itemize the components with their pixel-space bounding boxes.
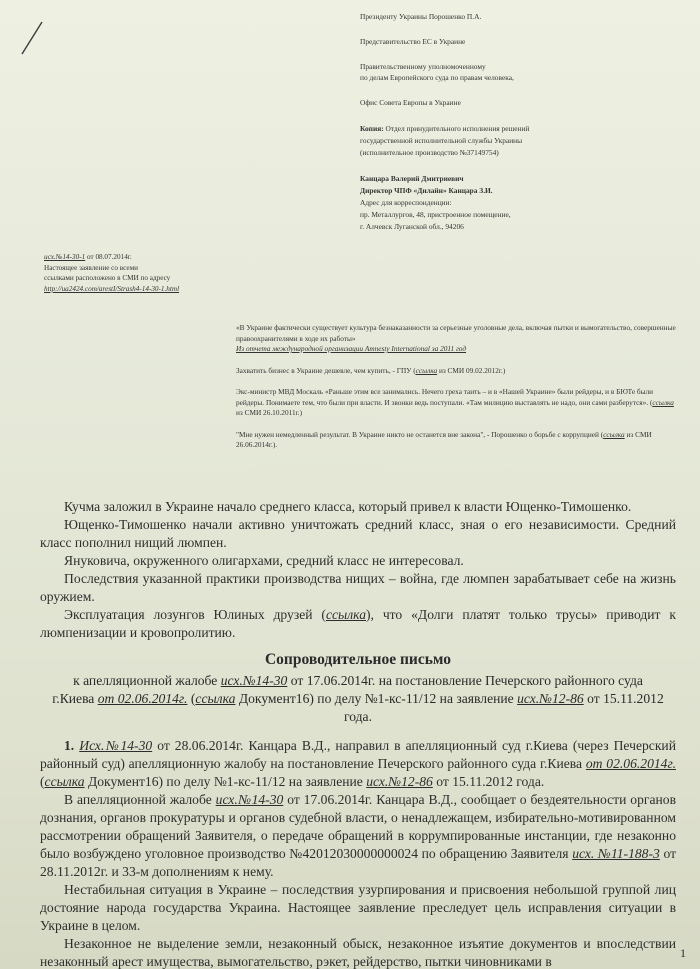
outgoing-ref-link[interactable]: исх.№14-30-1 (44, 253, 86, 261)
pen-mark (18, 18, 48, 58)
recipient-eu: Представительство ЕС в Украине (360, 37, 466, 46)
quote-text: "Мне нужен немедленный результат. В Украине никто не останется вне закона", - Порошенко о борьбе с коррупцией ( (236, 429, 604, 439)
subtitle-ref-link[interactable]: исх.№14-30 (220, 673, 288, 688)
quote-link[interactable]: ссылка (415, 365, 438, 375)
p5-text-b: ), что «Долги платят только трусы» приводит к люмпенизации и кровопролитию. (40, 607, 677, 640)
item-2-ref-link[interactable]: исх.№14-30 (215, 792, 284, 807)
subtitle-ref2-link[interactable]: исх.№12-86 (517, 691, 584, 706)
intro-body (40, 498, 676, 642)
body-paragraph-2: Ющенко-Тимошенко начали активно уничтожать средний класс, зная о его независимости. Средний класс пополнил нищий люмпен. (40, 517, 676, 550)
sender-address-label: Адрес для корреспонденции: (360, 198, 452, 207)
quote-tail: из СМИ 26.10.2011г.) (236, 408, 303, 417)
subtitle-d: Документ16) по делу №1-кс-11/12 на заявление (235, 691, 518, 706)
quote-text: Захватить бизнес в Украине дешевле, чем купить, - ГПУ ( (236, 365, 416, 375)
paragraph-unstable: Нестабильная ситуация в Украине – последствия узурпирования и присвоения небольшой группой лиц достояние народа государства Украина. Настоящее заявление преследует цель исправления ситуации в Украине в целом. (40, 882, 676, 933)
copy-line-3: (исполнительное производство №37149754) (360, 148, 499, 157)
body-paragraph-1: Кучма заложил в Украине начало среднего класса, который привел к власти Ющенко-Тимошенко. (64, 499, 632, 514)
item-1-text-d: Документ16) по делу №1-кс-11/12 на заявление (84, 774, 367, 789)
copy-line-2: государственной исполнительной службы Украины (360, 136, 523, 145)
item-2-text-b: от 17.06.2014г. Канцара В.Д., сообщает о бездеятельности органов дознания, органов прокуратуры и органов судебной власти, о ненадлежащем, избирательно-мотивированном рассмотрении обращений Заявителя, о передаче обращений в коррумпированные инстанции, где незаконно было возбуждено уголовное производство №42012030000000024 по обращению Заявителя (40, 792, 676, 861)
subtitle-c: ( (187, 691, 196, 706)
page-number: 1 (680, 946, 686, 960)
body-paragraph-3: Януковича, окруженного олигархами, средний класс не интересовал. (64, 553, 464, 568)
quote-link[interactable]: ссылка (652, 397, 674, 407)
subtitle-date-link[interactable]: от 02.06.2014г. (97, 691, 188, 706)
sender-name: Канцара Валерий Дмитриевич (360, 174, 464, 183)
recipient-commissioner-1: Правительственному уполномоченному (360, 62, 486, 71)
outgoing-line-3: ссылками расположено в СМИ по адресу (44, 274, 171, 282)
subtitle-link[interactable]: ссылка (195, 691, 236, 706)
p5-text-a: Эксплуатация лозунгов Юлиных друзей ( (64, 607, 326, 622)
quotes-block (236, 323, 676, 462)
item-2 (40, 791, 676, 881)
outgoing-date: от 08.07.2014г. (85, 253, 132, 261)
letter-subtitle (52, 672, 664, 726)
quote-link[interactable]: ссылка (603, 429, 625, 439)
sender-address-2: г. Алчевск Луганской обл., 94206 (360, 222, 464, 231)
quote-text: «В Украине фактически существует культура безнаказанности за серьезные уголовные дела, включая пытки и вымогательство, совершенные правоохранителями в ходе их работы» (236, 323, 676, 343)
recipient-president: Президенту Украины Порошенко П.А. (360, 12, 482, 21)
item-1-ref-link[interactable]: Исх.№14-30 (79, 738, 153, 753)
quote-gpu (236, 366, 676, 377)
item-1-text-b: от 28.06.2014г. Канцара В.Д., направил в апелляционный суд г.Киева (через Печерский районный суд) апелляционную жалобу на постановление Печерского районного суда г.Киева (40, 738, 676, 771)
item-2-ref2-link[interactable]: исх. №11-188-3 (572, 846, 660, 861)
outgoing-ref-block (44, 252, 179, 294)
quote-moskal (236, 387, 676, 419)
letter-body (40, 737, 676, 969)
copy-line-1 (360, 124, 529, 134)
item-2-text-a: В апелляционной жалобе (64, 792, 216, 807)
item-1-number: 1. (64, 738, 75, 753)
recipient-commissioner-2: по делам Европейского суда по правам человека, (360, 73, 514, 82)
quote-text: Экс-министр МВД Москаль «Раньше этим все занимались. Нечего греха таить – и в «Нашей Украине» были рейдеры, и в БЮТе были рейдеры. Понимаете тем, что были при власти. И звонки ведь поступали. «Там милицию выставлять не надо, они сами разберутся». ( (236, 387, 654, 407)
sender-director: Директор ЧПФ «Дилайн» Канцара З.И. (360, 186, 493, 195)
p5-link[interactable]: ссылка (325, 607, 366, 622)
outgoing-line-2: Настоящее заявление со всеми (44, 263, 138, 272)
item-1-link[interactable]: ссылка (44, 774, 85, 789)
item-1-date-link[interactable]: от 02.06.2014г. (585, 756, 676, 771)
subtitle-e: от 15.11.2012 года. (344, 691, 664, 724)
copy-label: Копия: (360, 124, 384, 133)
letter-title: Сопроводительное письмо (264, 651, 452, 668)
item-1-text-e: от 15.11.2012 года. (432, 774, 545, 789)
copy-text-1: Отдел принудительного исполнения решений (383, 124, 530, 133)
quote-tail: из СМИ 09.02.2012г.) (437, 365, 506, 375)
body-paragraph-5 (40, 606, 676, 642)
sender-address-1: пр. Металлургов, 48, пристроенное помещение, (360, 210, 511, 219)
quote-source-link[interactable]: Из отчета международной организации Amnesty International за 2011 год (236, 344, 467, 353)
subtitle-b: от 17.06.2014г. на постановление Печерского районного суда г.Киева (52, 673, 643, 706)
item-1 (40, 737, 676, 791)
outgoing-url-link[interactable]: http://ua2424.com/arestI/Strash4-14-30-1.html (44, 284, 180, 293)
quote-tail: из СМИ 26.06.2014г.). (236, 429, 652, 449)
subtitle-a: к апелляционной жалобе (73, 673, 221, 688)
paragraph-last: Незаконное не выделение земли, незаконный обыск, незаконное изъятие документов и впоследствии незаконный арест имущества, вымогательство, рэкет, рейдерство, пытки чиновниками в (40, 936, 676, 969)
item-2-text-c: от 28.11.2012г. и 33-м дополнениям к нему. (40, 846, 677, 879)
quote-poroshenko (236, 430, 676, 451)
body-paragraph-4: Последствия указанной практики производства нищих – война, где люмпен зарабатывает себе на жизнь оружием. (40, 571, 676, 604)
recipient-coe: Офис Совета Европы в Украине (360, 98, 461, 107)
item-1-ref2-link[interactable]: исх.№12-86 (366, 774, 433, 789)
item-1-text-c: ( (40, 774, 45, 789)
quote-amnesty (236, 323, 676, 355)
